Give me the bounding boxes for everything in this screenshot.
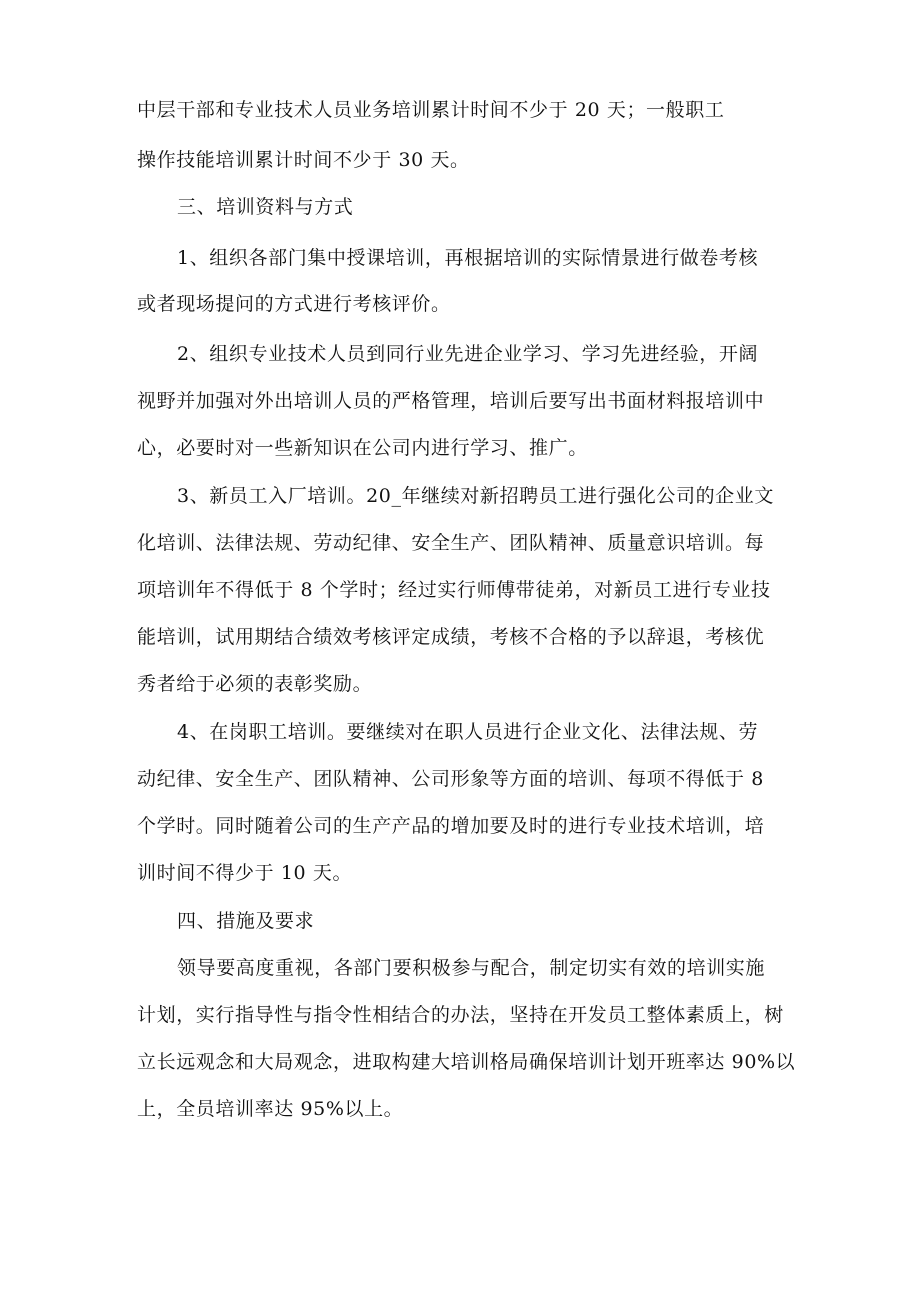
document-body — [137, 98, 796, 1121]
text-line: 能培训，试用期结合绩效考核评定成绩，考核不合格的予以辞退，考核优 — [137, 626, 765, 648]
section-heading: 三、培训资料与方式 — [177, 196, 354, 218]
paragraph-first-line: 领导要高度重视，各部门要积极参与配合，制定切实有效的培训实施 — [177, 957, 766, 979]
text-line: 或者现场提问的方式进行考核评价。 — [137, 293, 451, 315]
section-heading: 四、措施及要求 — [177, 910, 315, 932]
paragraph-first-line: 2、组织专业技术人员到同行业先进企业学习、学习先进经验，开阔 — [177, 343, 759, 365]
text-line: 个学时。同时随着公司的生产产品的增加要及时的进行专业技术培训，培 — [137, 815, 765, 837]
text-line: 秀者给于必须的表彰奖励。 — [137, 673, 373, 695]
paragraph-first-line: 1、组织各部门集中授课培训，再根据培训的实际情景进行做卷考核 — [177, 247, 759, 269]
text-line: 计划，实行指导性与指令性相结合的办法，坚持在开发员工整体素质上，树 — [137, 1004, 784, 1026]
text-line: 中层干部和专业技术人员业务培训累计时间不少于 20 天；一般职工 — [137, 99, 725, 121]
paragraph-first-line: 4、在岗职工培训。要继续对在职人员进行企业文化、法律法规、劳 — [177, 721, 759, 743]
text-line: 训时间不得少于 10 天。 — [137, 862, 353, 884]
text-line: 化培训、法律法规、劳动纪律、安全生产、团队精神、质量意识培训。每 — [137, 532, 765, 554]
text-line: 心，必要时对一些新知识在公司内进行学习、推广。 — [137, 437, 588, 459]
text-line: 动纪律、安全生产、团队精神、公司形象等方面的培训、每项不得低于 8 — [137, 768, 764, 790]
text-line: 项培训年不得低于 8 个学时；经过实行师傅带徒弟，对新员工进行专业技 — [137, 579, 771, 601]
text-line: 操作技能培训累计时间不少于 30 天。 — [137, 149, 470, 171]
text-line: 视野并加强对外出培训人员的严格管理，培训后要写出书面材料报培训中 — [137, 390, 765, 412]
paragraph-first-line: 3、新员工入厂培训。20_年继续对新招聘员工进行强化公司的企业文 — [177, 485, 774, 507]
text-line: 立长远观念和大局观念，进取构建大培训格局确保培训计划开班率达 90%以 — [137, 1051, 796, 1073]
text-line: 上，全员培训率达 95%以上。 — [137, 1098, 404, 1120]
